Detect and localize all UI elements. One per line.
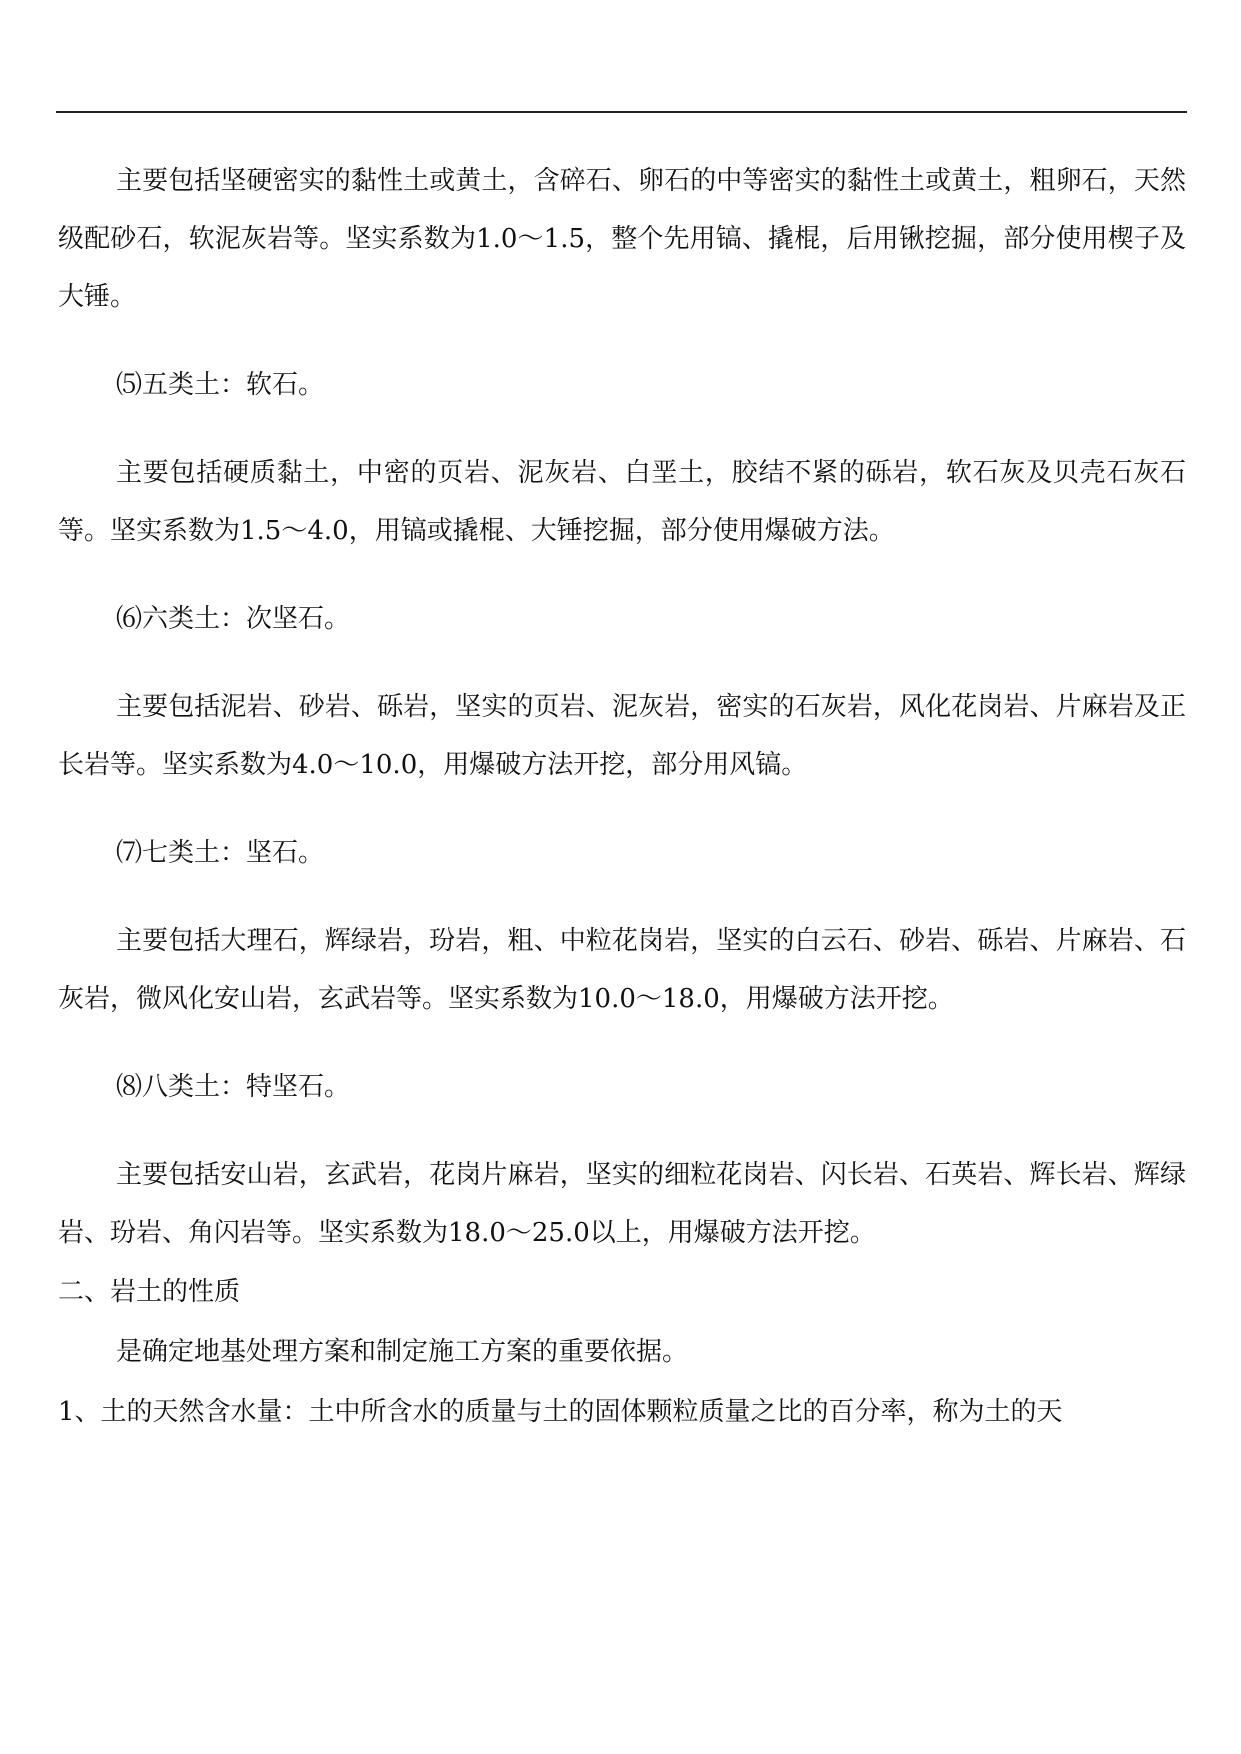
paragraph-class-seven-description: 主要包括大理石，辉绿岩，玢岩，粗、中粒花岗岩，坚实的白云石、砂岩、砾岩、片麻岩、石灰岩，微风化安山岩，玄武岩等。坚实系数为10.0～18.0，用爆破方法开挖。 xyxy=(58,926,1186,1014)
paragraph-properties-purpose: 是确定地基处理方案和制定施工方案的重要依据。 xyxy=(116,1337,689,1367)
heading-class-five-soil: ⑸五类土：软石。 xyxy=(116,370,325,400)
header-rule xyxy=(56,111,1187,113)
paragraph-class-six-description: 主要包括泥岩、砂岩、砾岩，坚实的页岩、泥灰岩，密实的石灰岩，风化花岗岩、片麻岩及正长岩等。坚实系数为4.0～10.0，用爆破方法开挖，部分用风镐。 xyxy=(58,692,1186,780)
heading-class-eight-soil: ⑻八类土：特坚石。 xyxy=(116,1072,351,1102)
heading-class-six-soil: ⑹六类土：次坚石。 xyxy=(116,604,351,634)
section-heading-rock-soil-properties: 二、岩土的性质 xyxy=(58,1277,241,1307)
paragraph-class-four-description: 主要包括坚硬密实的黏性土或黄土，含碎石、卵石的中等密实的黏性土或黄土，粗卵石，天然级配砂石，软泥灰岩等。坚实系数为1.0～1.5，整个先用镐、撬棍，后用锹挖掘，部分使用楔子及大锤。 xyxy=(58,166,1186,312)
paragraph-natural-water-content: 1、土的天然含水量：土中所含水的质量与土的固体颗粒质量之比的百分率，称为土的天 xyxy=(58,1397,1063,1427)
document-body xyxy=(58,152,1186,1442)
paragraph-class-five-description: 主要包括硬质黏土，中密的页岩、泥灰岩、白垩土，胶结不紧的砾岩，软石灰及贝壳石灰石等。坚实系数为1.5～4.0，用镐或撬棍、大锤挖掘，部分使用爆破方法。 xyxy=(58,458,1186,546)
heading-class-seven-soil: ⑺七类土：坚石。 xyxy=(116,838,325,868)
paragraph-class-eight-description: 主要包括安山岩，玄武岩，花岗片麻岩，坚实的细粒花岗岩、闪长岩、石英岩、辉长岩、辉绿岩、玢岩、角闪岩等。坚实系数为18.0～25.0以上，用爆破方法开挖。 xyxy=(58,1160,1186,1248)
